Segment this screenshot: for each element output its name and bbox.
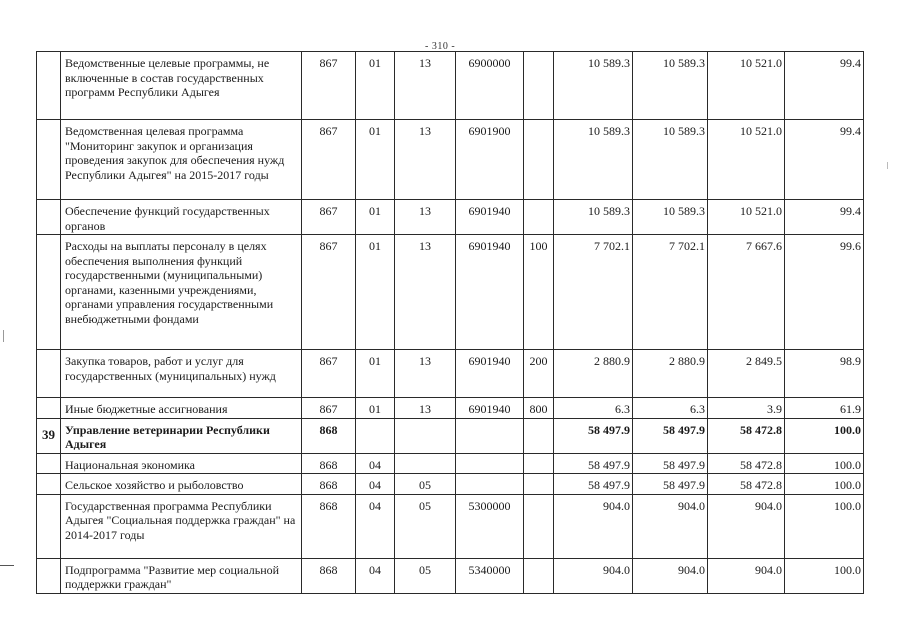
table-row xyxy=(37,398,864,419)
cell-fact: 10 521.0 xyxy=(708,52,785,120)
cell-pr: 13 xyxy=(395,52,456,120)
cell-vr: 800 xyxy=(524,398,554,419)
table-row xyxy=(37,120,864,200)
cell-pct: 99.4 xyxy=(785,52,864,120)
cell-plan2: 6.3 xyxy=(633,398,708,419)
cell-name: Государственная программа Республики Адыгея "Социальная поддержка граждан" на 2014-2017 годы xyxy=(61,494,302,558)
cell-plan1: 7 702.1 xyxy=(554,235,633,350)
cell-grbs: 867 xyxy=(302,398,356,419)
cell-csr: 6901900 xyxy=(456,120,524,200)
cell-vr xyxy=(524,52,554,120)
cell-vr xyxy=(524,494,554,558)
cell-no xyxy=(37,398,61,419)
cell-fact: 58 472.8 xyxy=(708,418,785,453)
cell-pr xyxy=(395,453,456,474)
cell-plan2: 10 589.3 xyxy=(633,52,708,120)
cell-no xyxy=(37,52,61,120)
cell-name: Обеспечение функций государственных органов xyxy=(61,200,302,235)
cell-grbs: 868 xyxy=(302,453,356,474)
cell-name: Закупка товаров, работ и услуг для государственных (муниципальных) нужд xyxy=(61,350,302,398)
cell-pct: 61.9 xyxy=(785,398,864,419)
cell-plan1: 10 589.3 xyxy=(554,52,633,120)
cell-csr: 6901940 xyxy=(456,200,524,235)
cell-name: Расходы на выплаты персоналу в целях обеспечения выполнения функций государственными (муниципальными) органами, казенными учреждениями, органами управления государственными внебюджетными фондами xyxy=(61,235,302,350)
cell-rz: 01 xyxy=(356,120,395,200)
cell-name: Ведомственная целевая программа "Мониторинг закупок и организация проведения закупок для обеспечения нужд Республики Адыгея" на 2015-2017 годы xyxy=(61,120,302,200)
cell-pr: 13 xyxy=(395,235,456,350)
cell-plan2: 58 497.9 xyxy=(633,474,708,495)
cell-no xyxy=(37,474,61,495)
cell-rz: 04 xyxy=(356,558,395,593)
cell-plan1: 58 497.9 xyxy=(554,453,633,474)
table-row xyxy=(37,453,864,474)
table-row xyxy=(37,494,864,558)
cell-rz: 04 xyxy=(356,494,395,558)
cell-rz: 04 xyxy=(356,453,395,474)
cell-fact: 904.0 xyxy=(708,494,785,558)
cell-plan2: 2 880.9 xyxy=(633,350,708,398)
budget-table xyxy=(36,51,864,594)
cell-fact: 58 472.8 xyxy=(708,453,785,474)
cell-fact: 10 521.0 xyxy=(708,200,785,235)
cell-csr: 5300000 xyxy=(456,494,524,558)
cell-grbs: 868 xyxy=(302,494,356,558)
cell-plan1: 58 497.9 xyxy=(554,474,633,495)
cell-pct: 100.0 xyxy=(785,474,864,495)
cell-vr: 100 xyxy=(524,235,554,350)
cell-rz: 01 xyxy=(356,52,395,120)
cell-pct: 98.9 xyxy=(785,350,864,398)
cell-name: Национальная экономика xyxy=(61,453,302,474)
cell-plan2: 7 702.1 xyxy=(633,235,708,350)
cell-csr xyxy=(456,474,524,495)
cell-pr: 05 xyxy=(395,494,456,558)
cell-fact: 904.0 xyxy=(708,558,785,593)
cell-fact: 7 667.6 xyxy=(708,235,785,350)
cell-plan1: 904.0 xyxy=(554,558,633,593)
cell-name: Иные бюджетные ассигнования xyxy=(61,398,302,419)
cell-plan1: 2 880.9 xyxy=(554,350,633,398)
cell-pct: 99.4 xyxy=(785,200,864,235)
cell-grbs: 868 xyxy=(302,474,356,495)
cell-pr: 13 xyxy=(395,350,456,398)
cell-pr xyxy=(395,418,456,453)
cell-csr: 6901940 xyxy=(456,398,524,419)
cell-name: Сельское хозяйство и рыболовство xyxy=(61,474,302,495)
cell-grbs: 867 xyxy=(302,350,356,398)
cell-vr xyxy=(524,200,554,235)
table-row xyxy=(37,474,864,495)
margin-mark xyxy=(3,330,4,342)
cell-rz: 01 xyxy=(356,200,395,235)
cell-rz xyxy=(356,418,395,453)
cell-vr xyxy=(524,558,554,593)
cell-pct: 100.0 xyxy=(785,453,864,474)
cell-csr: 6901940 xyxy=(456,350,524,398)
table-row xyxy=(37,558,864,593)
cell-csr xyxy=(456,453,524,474)
table-row xyxy=(37,200,864,235)
cell-grbs: 867 xyxy=(302,200,356,235)
cell-plan1: 904.0 xyxy=(554,494,633,558)
cell-rz: 01 xyxy=(356,398,395,419)
cell-no: 39 xyxy=(37,418,61,453)
cell-fact: 58 472.8 xyxy=(708,474,785,495)
page-number: - 310 - xyxy=(425,41,456,52)
margin-mark xyxy=(0,565,14,566)
cell-grbs: 867 xyxy=(302,235,356,350)
cell-no xyxy=(37,494,61,558)
cell-grbs: 867 xyxy=(302,120,356,200)
table-row xyxy=(37,235,864,350)
cell-vr xyxy=(524,453,554,474)
cell-pct: 100.0 xyxy=(785,558,864,593)
cell-plan2: 904.0 xyxy=(633,494,708,558)
cell-no xyxy=(37,453,61,474)
cell-csr: 6901940 xyxy=(456,235,524,350)
cell-rz: 04 xyxy=(356,474,395,495)
cell-fact: 10 521.0 xyxy=(708,120,785,200)
cell-plan1: 6.3 xyxy=(554,398,633,419)
cell-name: Ведомственные целевые программы, не включенные в состав государственных программ Республики Адыгея xyxy=(61,52,302,120)
cell-no xyxy=(37,120,61,200)
cell-grbs: 868 xyxy=(302,418,356,453)
cell-plan2: 10 589.3 xyxy=(633,200,708,235)
cell-fact: 3.9 xyxy=(708,398,785,419)
cell-csr: 6900000 xyxy=(456,52,524,120)
table-row xyxy=(37,350,864,398)
cell-pr: 13 xyxy=(395,200,456,235)
cell-grbs: 867 xyxy=(302,52,356,120)
cell-plan2: 904.0 xyxy=(633,558,708,593)
cell-pr: 05 xyxy=(395,558,456,593)
margin-mark xyxy=(887,162,888,169)
cell-plan2: 10 589.3 xyxy=(633,120,708,200)
cell-name: Подпрограмма "Развитие мер социальной поддержки граждан" xyxy=(61,558,302,593)
cell-rz: 01 xyxy=(356,235,395,350)
cell-plan2: 58 497.9 xyxy=(633,453,708,474)
cell-pct: 99.4 xyxy=(785,120,864,200)
table-row xyxy=(37,418,864,453)
cell-name: Управление ветеринарии Республики Адыгея xyxy=(61,418,302,453)
cell-no xyxy=(37,350,61,398)
cell-pr: 05 xyxy=(395,474,456,495)
cell-grbs: 868 xyxy=(302,558,356,593)
cell-no xyxy=(37,235,61,350)
cell-no xyxy=(37,200,61,235)
cell-fact: 2 849.5 xyxy=(708,350,785,398)
cell-plan1: 58 497.9 xyxy=(554,418,633,453)
cell-pct: 100.0 xyxy=(785,418,864,453)
cell-no xyxy=(37,558,61,593)
cell-pct: 100.0 xyxy=(785,494,864,558)
cell-vr: 200 xyxy=(524,350,554,398)
cell-vr xyxy=(524,418,554,453)
cell-rz: 01 xyxy=(356,350,395,398)
cell-csr: 5340000 xyxy=(456,558,524,593)
cell-plan1: 10 589.3 xyxy=(554,200,633,235)
cell-plan2: 58 497.9 xyxy=(633,418,708,453)
cell-plan1: 10 589.3 xyxy=(554,120,633,200)
cell-vr xyxy=(524,120,554,200)
cell-vr xyxy=(524,474,554,495)
table-row xyxy=(37,52,864,120)
cell-pr: 13 xyxy=(395,398,456,419)
cell-csr xyxy=(456,418,524,453)
cell-pr: 13 xyxy=(395,120,456,200)
cell-pct: 99.6 xyxy=(785,235,864,350)
